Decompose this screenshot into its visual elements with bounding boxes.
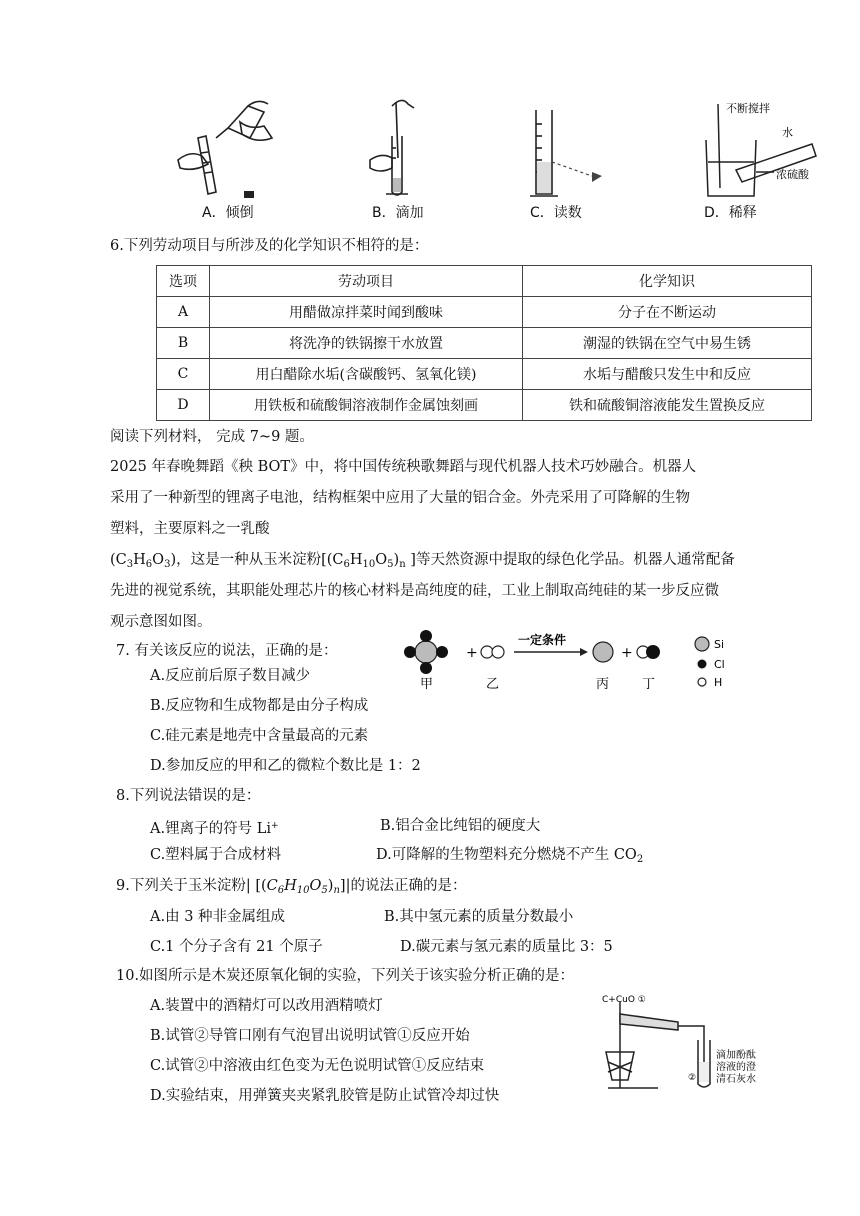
svg-text:滴加酚酞: 滴加酚酞	[716, 1050, 756, 1061]
q8-option-b: B.铝合金比纯铝的硬度大	[380, 818, 541, 834]
header-knowledge: 化学知识	[523, 266, 812, 297]
row-option: C	[157, 359, 210, 390]
table-row	[157, 359, 812, 390]
q10-option-c: C.试管②中溶液由红色变为无色说明试管①反应结束	[150, 1058, 485, 1074]
label-ding: 丁	[642, 677, 656, 692]
svg-text:Si: Si	[714, 638, 725, 651]
annot-acid: 浓硫酸	[776, 168, 809, 181]
plus-sign: +	[466, 645, 478, 661]
fig-pouring	[168, 98, 288, 202]
fig-label-d: D．稀释	[704, 205, 757, 221]
table-row	[157, 328, 812, 359]
q9-option-c: C.1 个分子含有 21 个原子	[150, 939, 323, 955]
molecule-ding	[637, 645, 660, 659]
row-option: A	[157, 297, 210, 328]
q7-option-d: D.参加反应的甲和乙的微粒个数比是 1：2	[150, 758, 421, 774]
fig-reading	[526, 104, 616, 202]
fig-dropping	[362, 98, 442, 202]
passage-line: 塑料，主要原料之一乳酸	[110, 521, 270, 537]
molecule-yi	[481, 646, 504, 658]
q9-option-a: A.由 3 种非金属组成	[150, 909, 286, 925]
molecule-jia	[404, 630, 448, 674]
q8-option-c: C.塑料属于合成材料	[150, 847, 282, 863]
row-task: 用白醋除水垢(含碳酸钙、氢氧化镁)	[210, 359, 523, 390]
fig-label-b: B．滴加	[372, 205, 424, 221]
header-option: 选项	[157, 266, 210, 297]
q10-option-a: A.装置中的酒精灯可以改用酒精喷灯	[150, 998, 383, 1014]
passage-line: 2025 年春晚舞蹈《秧 BOT》中，将中国传统秧歌舞蹈与现代机器人技术巧妙融合。机器人	[110, 459, 697, 475]
label-yi: 乙	[486, 677, 500, 692]
passage-line: 采用了一种新型的锂离子电池，结构框架中应用了大量的铝合金。外壳采用了可降解的生物	[110, 490, 690, 506]
q10-option-b: B.试管②导管口刚有气泡冒出说明试管①反应开始	[150, 1028, 470, 1044]
q7-option-a: A.反应前后原子数目减少	[150, 668, 311, 684]
fig-label-a: A．倾倒	[202, 205, 254, 221]
fig-label-c: C．读数	[530, 205, 582, 221]
passage-line: 先进的视觉系统，其职能处理芯片的核心材料是高纯度的硅，工业上制取高纯硅的某一步反应微	[110, 583, 719, 599]
annot-stir: 不断搅拌	[726, 102, 770, 115]
table-row	[157, 390, 812, 421]
row-knowledge: 分子在不断运动	[523, 297, 812, 328]
fig-carbon-reduction	[598, 992, 770, 1094]
row-task: 用醋做凉拌菜时闻到酸味	[210, 297, 523, 328]
svg-text:②: ②	[688, 1073, 697, 1083]
svg-text:Cl: Cl	[714, 658, 725, 671]
passage-intro: 阅读下列材料， 完成 7~9 题。	[110, 429, 314, 445]
row-knowledge: 潮湿的铁锅在空气中易生锈	[523, 328, 812, 359]
q9-option-b: B.其中氢元素的质量分数最小	[384, 909, 574, 925]
molecule-bing	[593, 642, 613, 662]
row-knowledge: 铁和硫酸铜溶液能发生置换反应	[523, 390, 812, 421]
fig-diluting	[696, 100, 820, 204]
row-knowledge: 水垢与醋酸只发生中和反应	[523, 359, 812, 390]
table-header-row	[157, 266, 812, 297]
q8-stem: 8.下列说法错误的是：	[116, 788, 261, 804]
legend	[695, 637, 725, 689]
table-row	[157, 297, 812, 328]
label-bing: 丙	[596, 677, 610, 692]
row-option: B	[157, 328, 210, 359]
q7-option-c: C.硅元素是地壳中含量最高的元素	[150, 728, 369, 744]
label-jia: 甲	[420, 677, 434, 692]
q10-option-d: D.实验结束，用弹簧夹夹紧乳胶管是防止试管冷却过快	[150, 1088, 500, 1104]
q7-stem: 7. 有关该反应的说法，正确的是：	[116, 643, 338, 659]
q6-table	[156, 265, 812, 421]
svg-text:清石灰水: 清石灰水	[716, 1074, 756, 1085]
reaction-diagram	[396, 628, 736, 696]
q7-option-b: B.反应物和生成物都是由分子构成	[150, 698, 369, 714]
passage-line: $(C_3H_6O_3)$，这是一种从玉米淀粉[$(C_6H_{10}O_5)_n$ ]等天然资源中提取的绿色化学品。机器人通常配备	[110, 552, 735, 570]
annot-water: 水	[782, 126, 793, 139]
svg-text:C+CuO ①: C+CuO ①	[602, 995, 646, 1005]
plus-sign: +	[621, 645, 633, 661]
q10-stem: 10.如图所示是木炭还原氧化铜的实验，下列关于该实验分析正确的是：	[116, 968, 575, 984]
q6-stem: 6.下列劳动项目与所涉及的化学知识不相符的是：	[110, 238, 429, 254]
row-option: D	[157, 390, 210, 421]
svg-text:H: H	[714, 676, 723, 689]
reaction-condition: 一定条件	[518, 633, 567, 647]
q8-option-a: A.锂离子的符号 Li+	[150, 821, 279, 837]
q8-option-d: D.可降解的生物塑料充分燃烧不产生 $CO_2$	[376, 847, 644, 865]
passage-line: 观示意图如图。	[110, 614, 212, 630]
row-task: 用铁板和硫酸铜溶液制作金属蚀刻画	[210, 390, 523, 421]
q9-stem: 9.下列关于玉米淀粉| $[(C_6H_{10}O_5)_n]|$的说法正确的是：	[116, 878, 467, 896]
q9-option-d: D.碳元素与氢元素的质量比 3：5	[400, 939, 613, 955]
row-task: 将洗净的铁锅擦干水放置	[210, 328, 523, 359]
header-task: 劳动项目	[210, 266, 523, 297]
svg-text:溶液的澄: 溶液的澄	[716, 1062, 756, 1073]
